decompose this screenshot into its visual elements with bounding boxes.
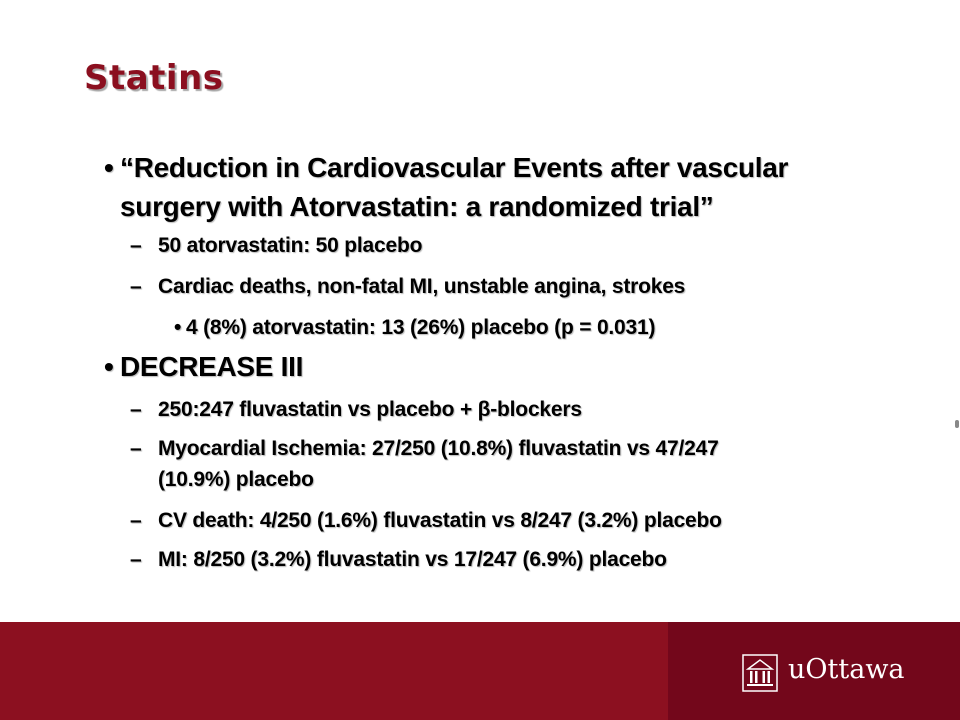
subitem-2-2-line-1: Myocardial Ischemia: 27/250 (10.8%) fluvastatin vs 47/247 <box>158 437 719 460</box>
subitem-marker: – <box>130 437 142 460</box>
building-icon <box>742 654 778 692</box>
subitem-marker: – <box>130 398 142 421</box>
bullet-1-line-1: “Reduction in Cardiovascular Events after vascular <box>120 152 789 183</box>
subitem-2-3: CV death: 4/250 (1.6%) fluvastatin vs 8/247 (3.2%) placebo <box>158 509 722 532</box>
subitem-marker: – <box>130 548 142 571</box>
bullet-2-line-1: DECREASE III <box>120 351 304 382</box>
subitem-1-1: 50 atorvastatin: 50 placebo <box>158 234 423 257</box>
bullet-marker: • <box>104 152 114 183</box>
subitem-marker: – <box>130 234 142 257</box>
edge-mark <box>955 420 959 428</box>
subitem-2-4: MI: 8/250 (3.2%) fluvastatin vs 17/247 (6.9%) placebo <box>158 548 667 571</box>
subitem-marker: – <box>130 275 142 298</box>
bullet-marker: • <box>104 351 114 382</box>
subitem-1-2: Cardiac deaths, non-fatal MI, unstable angina, strokes <box>158 275 686 298</box>
subitem-marker: – <box>130 509 142 532</box>
sub-subitem-marker: • <box>174 316 182 339</box>
sub-subitem-1-2-1: 4 (8%) atorvastatin: 13 (26%) placebo (p = 0.031) <box>186 316 656 339</box>
bullet-1-line-2: surgery with Atorvastatin: a randomized trial” <box>120 191 714 222</box>
subitem-2-2-line-2: (10.9%) placebo <box>158 468 314 491</box>
subitem-2-1: 250:247 fluvastatin vs placebo + β-blockers <box>158 398 582 421</box>
slide-title: Statins <box>84 58 224 98</box>
uottawa-logo-text: uOttawa <box>788 654 905 685</box>
